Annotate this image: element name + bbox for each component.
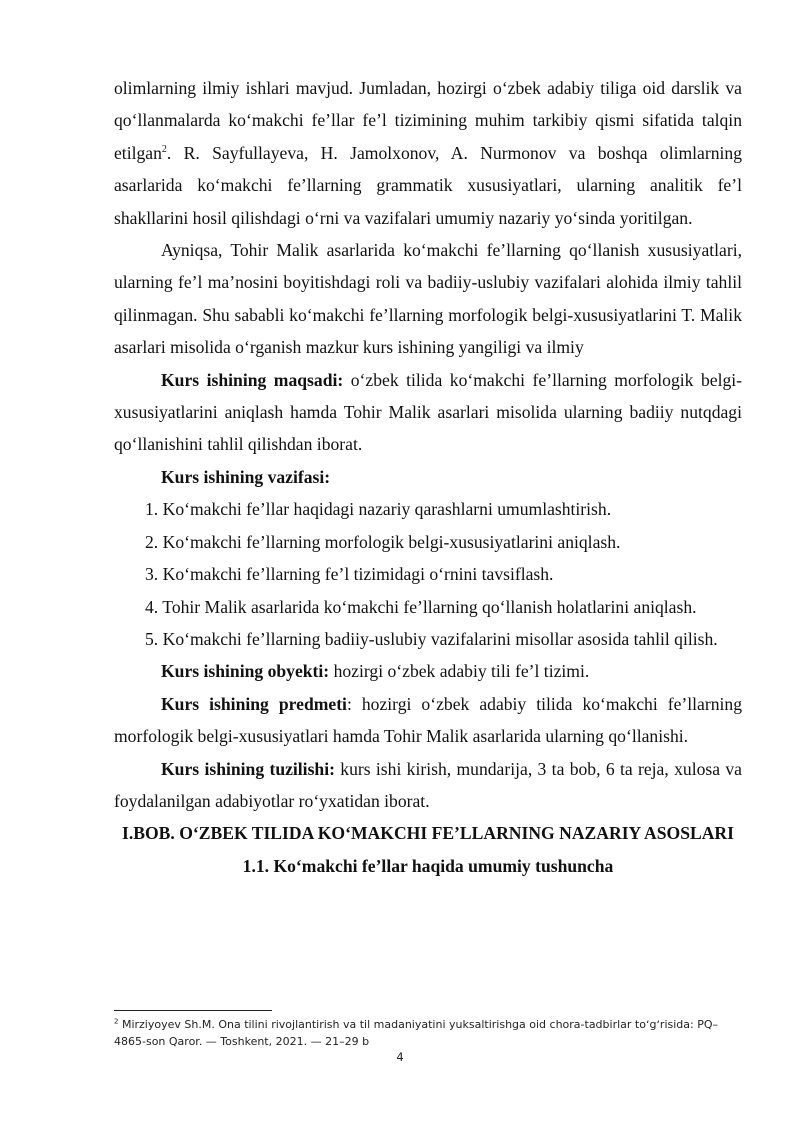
paragraph-novelty: Ayniqsa, Tohir Malik asarlarida koʻmakchi feʼllarning qoʻllanish xususiyatlari, ularning feʼl maʼnosini boyitishdagi roli va badiiy-uslubiy vazifalari alohida ilmiy tahlil qilinmagan. Shu sababli koʻmakchi feʼllarning morfologik belgi-xususiyatlarini T. Malik asarlari misolida oʻrganish mazkur kurs ishining yangiligi va ilmiy (114, 240, 742, 358)
paragraph-goal (114, 364, 742, 461)
page-number: 4 (396, 1050, 404, 1064)
footnote-separator (114, 1010, 272, 1011)
paragraph-subject (114, 688, 742, 753)
object-label: Kurs ishining obyekti: (161, 661, 330, 682)
structure-label: Kurs ishining tuzilishi: (161, 758, 335, 779)
tasks-heading (114, 461, 742, 493)
subject-label: Kurs ishining predmeti (161, 693, 347, 714)
footnote (114, 1016, 742, 1050)
paragraph-object (114, 655, 742, 687)
list-number: 3. (145, 564, 159, 585)
paragraph-structure (114, 753, 742, 818)
chapter-heading: I.BOB. OʻZBEK TILIDA KOʻMAKCHI FEʼLLARNING NAZARIY ASOSLARI (122, 823, 734, 844)
list-number: 1. (145, 499, 159, 520)
goal-label: Kurs ishining maqsadi: (161, 369, 344, 390)
paragraph-intro (114, 72, 742, 234)
structure-text: kurs ishi kirish, mundarija, 3 ta bob, 6 ta reja, xulosa va foydalanilgan adabiyotlar roʻyxatidan iborat. (114, 758, 742, 811)
body-text (114, 72, 742, 882)
list-item (114, 493, 742, 525)
list-number: 2. (145, 531, 159, 552)
subject-text: : hozirgi oʻzbek adabiy tilida koʻmakchi feʼllarning morfologik belgi-xususiyatlari hamda Tohir Malik asarlarida ularning qoʻllanishi. (114, 693, 742, 747)
list-number: 4. (145, 596, 159, 617)
list-text: Koʻmakchi feʼllarning feʼl tizimidagi oʻrnini tavsiflash. (162, 564, 554, 585)
list-text: Tohir Malik asarlarida koʻmakchi feʼllarning qoʻllanish holatlarini aniqlash. (162, 596, 697, 617)
goal-text: oʻzbek tilida koʻmakchi feʼllarning morfologik belgi-xususiyatlarini aniqlash hamda Tohir Malik asarlari misolida ularning badiiy nutqdagi qoʻllanishini tahlil qilishdan iborat. (114, 369, 743, 455)
section-heading: 1.1. Koʻmakchi feʼllar haqida umumiy tushuncha (242, 855, 614, 876)
footnote-reference[interactable]: 2 (161, 143, 167, 155)
paragraph-text: olimlarning ilmiy ishlari mavjud. Jumladan, hozirgi oʻzbek adabiy tiliga oid darslik va qoʻllanmalarda koʻmakchi feʼllar feʼl tizimining muhim tarkibiy qismi sifatida talqin etilgan (114, 78, 742, 163)
list-text: Koʻmakchi feʼllarning badiiy-uslubiy vazifalarini misollar asosida tahlil qilish. (162, 628, 718, 649)
list-item (114, 591, 742, 623)
paragraph-text: . R. Sayfullayeva, H. Jamolxonov, A. Nurmonov va boshqa olimlarning asarlarida koʻmakchi feʼllarning grammatik xususiyatlari, ularning analitik feʼl shakllarini hosil qilishdagi oʻrni va vazifalari umumiy nazariy yoʻsinda yoritilgan. (114, 142, 742, 228)
list-text: Koʻmakchi feʼllar haqidagi nazariy qarashlarni umumlashtirish. (162, 499, 612, 520)
list-item (114, 558, 742, 590)
list-item (114, 623, 742, 655)
footnote-marker: 2 (114, 1017, 119, 1026)
list-item (114, 526, 742, 558)
object-text: hozirgi oʻzbek adabiy tili feʼl tizimi. (329, 661, 590, 682)
task-list (114, 493, 742, 655)
tasks-label: Kurs ishining vazifasi: (161, 466, 331, 487)
list-text: Koʻmakchi feʼllarning morfologik belgi-xususiyatlarini aniqlash. (162, 531, 621, 552)
list-number: 5. (145, 628, 159, 649)
footnote-text: Mirziyoyev Sh.M. Ona tilini rivojlantirish va til madaniyatini yuksaltirishga oid chora-tadbirlar toʻgʻrisida: PQ–4865-son Qaror. — Toshkent, 2021. — 21–29 b (114, 1018, 719, 1048)
